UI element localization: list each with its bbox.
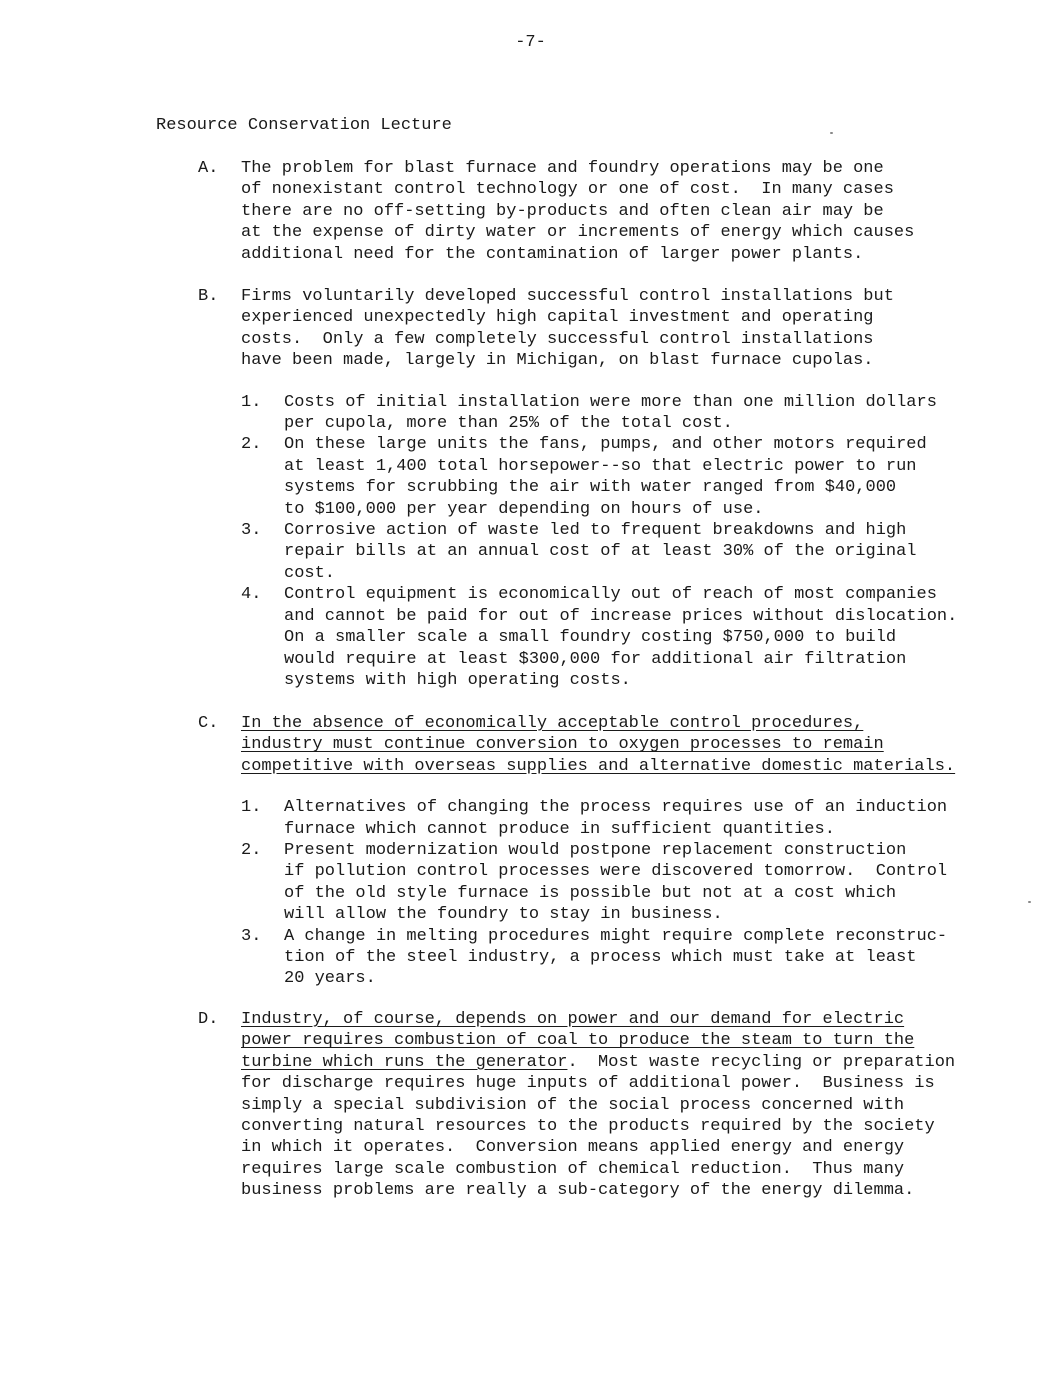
list-item <box>241 584 1018 691</box>
text-line: in which it operates. Conversion means applied energy and energy <box>241 1138 905 1158</box>
section-d <box>198 1009 1018 1202</box>
text-line: experienced unexpectedly high capital investment and operating <box>241 308 874 328</box>
list-item <box>241 520 1018 584</box>
section-label: C. <box>198 714 219 733</box>
text-line: Present modernization would postpone replacement construction <box>284 841 907 861</box>
text-line: cost. <box>284 563 336 583</box>
text-line: at the expense of dirty water or increments of energy which causes <box>241 223 915 243</box>
list-item <box>241 392 1018 435</box>
text-line: The problem for blast furnace and foundry operations may be one <box>241 159 884 178</box>
list-item-number: 1. <box>241 392 262 412</box>
text-line: On a smaller scale a small foundry costing $750,000 to build <box>284 628 897 648</box>
text-line: at least 1,400 total horsepower--so that electric power to run <box>284 456 917 476</box>
section-label: D. <box>198 1010 219 1029</box>
section-label: B. <box>198 287 219 306</box>
numbered-list <box>241 797 1018 990</box>
list-item <box>241 434 1018 520</box>
section-b <box>198 286 1018 691</box>
running-head: Resource Conservation Lecture <box>156 116 452 135</box>
text-line: there are no off-setting by-products and often clean air may be <box>241 201 884 221</box>
section-body <box>241 1009 1018 1202</box>
text-line: will allow the foundry to stay in business. <box>284 905 723 925</box>
section-c <box>198 713 1018 990</box>
text-line: Control equipment is economically out of reach of most companies <box>284 585 937 605</box>
scan-speck <box>830 132 833 134</box>
text-line: furnace which cannot produce in sufficient quantities. <box>284 819 835 839</box>
list-item <box>241 840 1018 926</box>
text-line: Alternatives of changing the process requires use of an induction <box>284 798 948 818</box>
text-line: Corrosive action of waste led to frequent breakdowns and high <box>284 521 907 541</box>
line-tail: . Most waste recycling or preparation <box>567 1052 956 1072</box>
text-line: costs. Only a few completely successful control installations <box>241 329 874 349</box>
text-line: if pollution control processes were discovered tomorrow. Control <box>284 862 948 882</box>
numbered-list <box>241 392 1018 692</box>
text-line: and cannot be paid for out of increase prices without dislocation. <box>284 606 958 626</box>
text-line: converting natural resources to the products required by the society <box>241 1117 935 1137</box>
list-item-number: 4. <box>241 585 262 605</box>
list-item-number: 2. <box>241 435 262 455</box>
underlined-text-line: Industry, of course, depends on power and our demand for electric <box>241 1010 905 1029</box>
text-line: of nonexistant control technology or one of cost. In many cases <box>241 180 894 200</box>
text-line: of the old style furnace is possible but not at a cost which <box>284 883 897 903</box>
underlined-text-line: industry must continue conversion to oxygen processes to remain <box>241 735 884 755</box>
text-line: A change in melting procedures might require complete reconstruc- <box>284 926 948 946</box>
text-line: 20 years. <box>284 969 376 989</box>
text-line: On these large units the fans, pumps, and other motors required <box>284 435 927 455</box>
text-line: systems with high operating costs. <box>284 670 631 690</box>
text-line <box>241 1052 1018 1073</box>
list-item <box>241 926 1018 990</box>
text-line: have been made, largely in Michigan, on blast furnace cupolas. <box>241 351 874 371</box>
text-line: Costs of initial installation were more than one million dollars <box>284 392 937 412</box>
scan-speck <box>1028 901 1031 903</box>
section-body <box>241 286 1018 372</box>
list-item-number: 2. <box>241 841 262 861</box>
text-line: Firms voluntarily developed successful control installations but <box>241 287 894 306</box>
section-body <box>241 713 1018 777</box>
section-body <box>241 158 1018 265</box>
list-item-number: 1. <box>241 798 262 818</box>
underlined-phrase: turbine which runs the generator <box>241 1052 568 1072</box>
text-line: tion of the steel industry, a process which must take at least <box>284 948 917 968</box>
text-line: for discharge requires huge inputs of additional power. Business is <box>241 1074 935 1094</box>
section-label: A. <box>198 159 219 178</box>
text-line: would require at least $300,000 for additional air filtration <box>284 649 907 669</box>
text-line: repair bills at an annual cost of at least 30% of the original <box>284 542 917 562</box>
text-line: simply a special subdivision of the social process concerned with <box>241 1095 905 1115</box>
underlined-text-line: competitive with overseas supplies and alternative domestic materials. <box>241 756 956 776</box>
text-line: per cupola, more than 25% of the total cost. <box>284 414 733 434</box>
list-item-number: 3. <box>241 926 262 946</box>
underlined-text-line: In the absence of economically acceptable control procedures, <box>241 714 864 733</box>
underlined-text-line: power requires combustion of coal to produce the steam to turn the <box>241 1031 915 1051</box>
text-line: to $100,000 per year depending on hours of use. <box>284 499 764 519</box>
list-item <box>241 797 1018 840</box>
text-line: business problems are really a sub-category of the energy dilemma. <box>241 1181 915 1201</box>
list-item-number: 3. <box>241 521 262 541</box>
text-line: requires large scale combustion of chemical reduction. Thus many <box>241 1159 905 1179</box>
section-a <box>198 158 1018 265</box>
page-number: -7- <box>515 33 546 52</box>
text-line: systems for scrubbing the air with water ranged from $40,000 <box>284 478 897 498</box>
text-line: additional need for the contamination of larger power plants. <box>241 244 864 264</box>
